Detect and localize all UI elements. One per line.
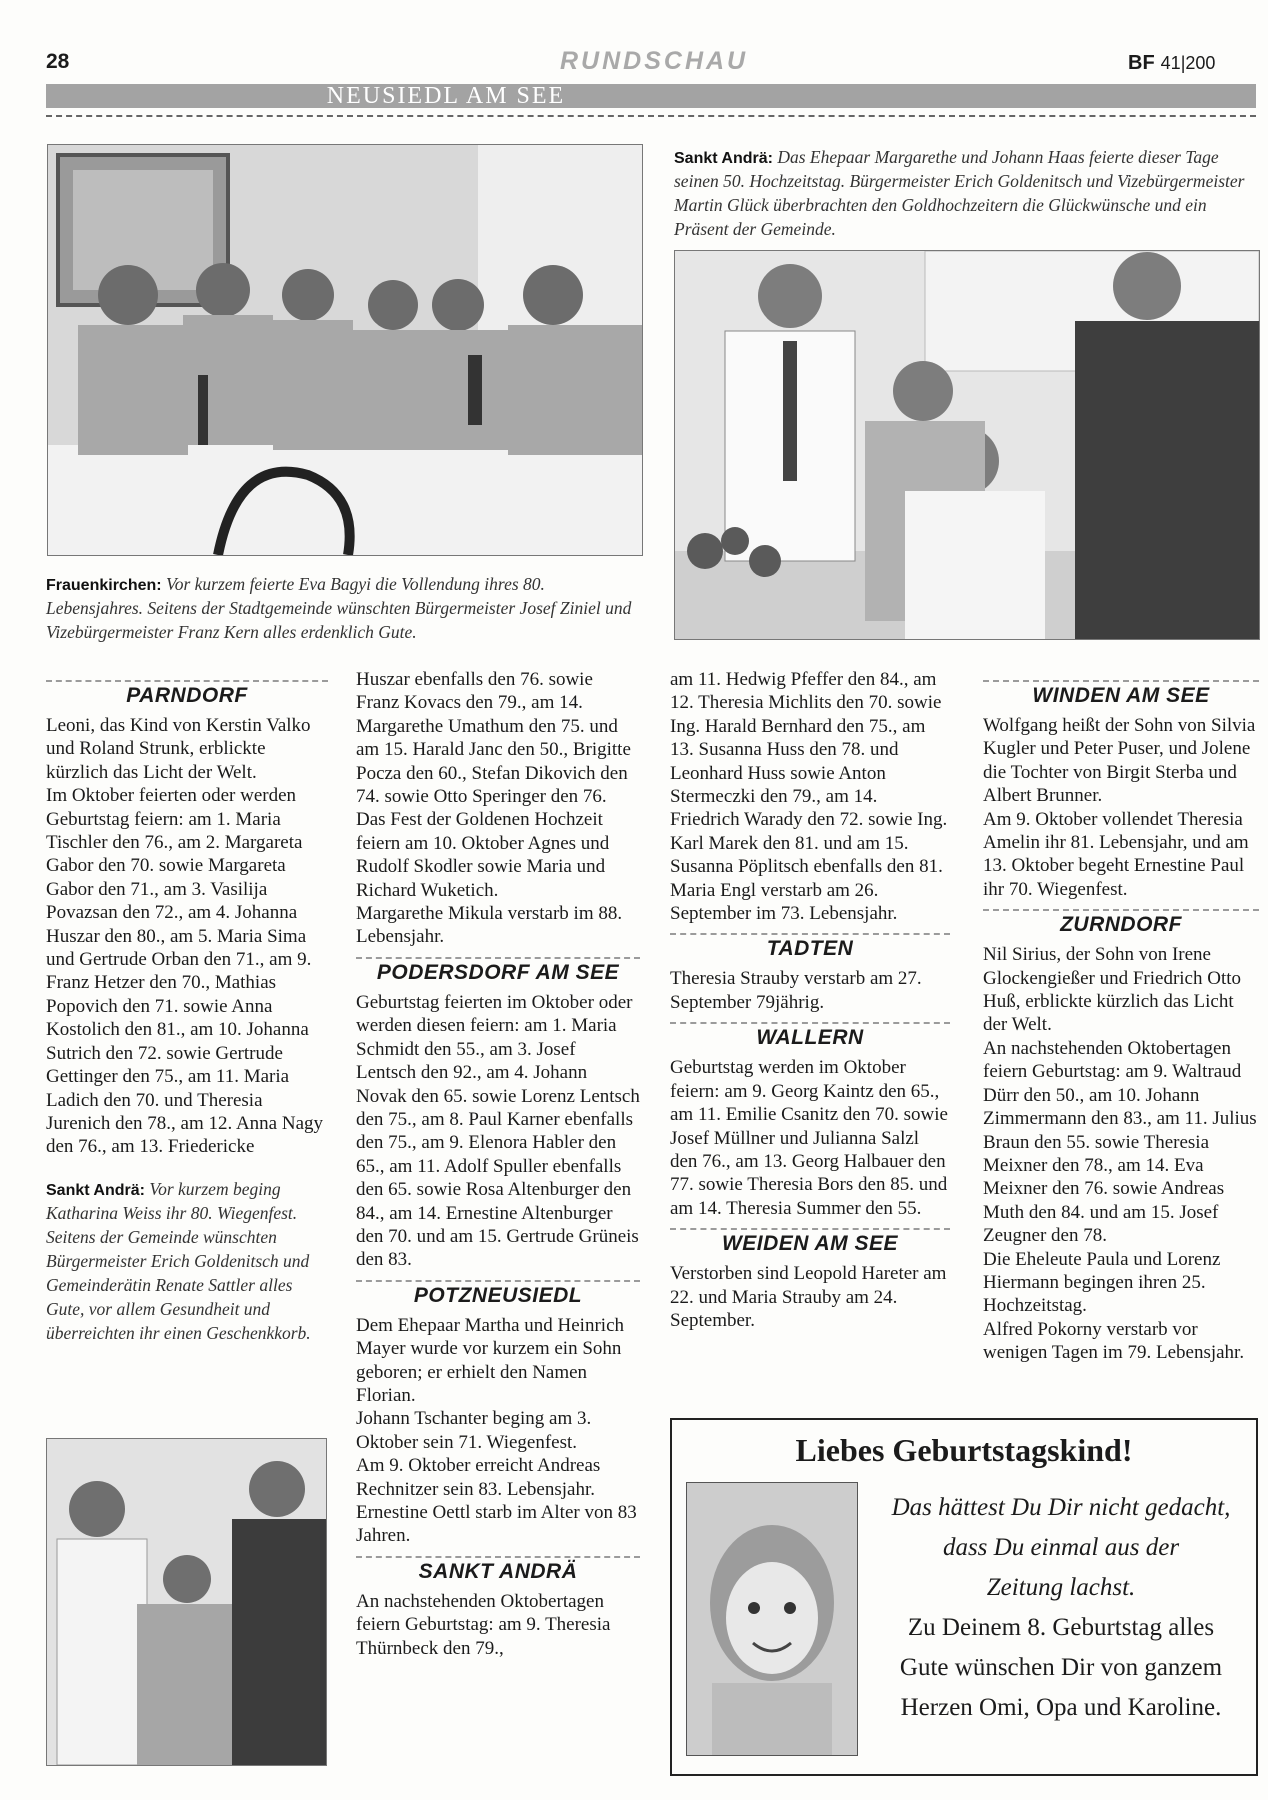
- heading-weiden: WEIDEN AM SEE: [670, 1228, 950, 1256]
- podersdorf-birthdays: Geburtstag feierten im Oktober oder werden diesen feiern: am 1. Maria Schmidt den 55., am 3. Josef Lentsch den 92., am 4. Johann Novak den 65. sowie Lorenz Lentsch den 75., am 8. Paul Karner ebenfalls den 75., am 9. Elenora Habler den 65., am 11. Adolf Spuller ebenfalls den 65. sowie Rosa Altenburger den 84., am 14. Ernestine Altenburger den 70. und am 15. Gertrude Grüneis den 83.: [356, 991, 640, 1271]
- caption-text: Vor kurzem feierte Eva Bagyi die Vollendung ihres 80. Lebensjahres. Seitens der Stadtgemeinde wünschten Bürgermeister Josef Ziniel und Vizebürgermeister Franz Kern alles erdenklich Gute.: [46, 574, 632, 642]
- ad-line-1: Das hättest Du Dir nicht gedacht,: [891, 1494, 1231, 1521]
- ad-line-3: Zeitung lachst.: [986, 1574, 1136, 1601]
- issue-number: 41|200: [1160, 53, 1216, 73]
- parndorf-cont-golden: Das Fest der Goldenen Hochzeit feiern am 10. Oktober Agnes und Rudolf Skodler sowie Maria und Richard Wuketich.: [356, 809, 610, 901]
- potzneusiedl-tschanter: Johann Tschanter beging am 3. Oktober sein 71. Wiegenfest.: [356, 1408, 592, 1453]
- heading-potzneusiedl: POTZNEUSIEDL: [356, 1280, 640, 1308]
- sankt-andrae-birthdays: An nachstehenden Oktobertagen feiern Geburtstag: am 9. Theresia Thürnbeck den 79.,: [356, 1590, 611, 1659]
- parndorf-birthdays: Im Oktober feierten oder werden Geburtstag feiern: am 1. Maria Tischler den 76., am 2. Margareta Gabor den 70. sowie Margareta Gabor den 71., am 3. Vasilija Povazsan den 72., am 4. Johanna Huszar den 80., am 5. Maria Sima und Gertrude Orban den 71., am 9. Franz Hetzer den 70., Mathias Popovich den 71. sowie Anna Kostolich den 81., am 10. Johanna Sutrich den 72. sowie Gertrude Gettinger den 75., am 11. Maria Ladich den 70. und Theresia Jurenich den 78., am 12. Anna Nagy den 76., am 13. Friedericke: [46, 785, 324, 1158]
- column-4: [983, 672, 1259, 1365]
- heading-winden: WINDEN AM SEE: [983, 680, 1259, 708]
- zurndorf-birthdays: An nachstehenden Oktobertagen feiern Geburtstag: am 9. Waltraud Dürr den 50., am 10. Johann Zimmermann den 83., am 11. Julius Braun den 55. sowie Theresia Meixner den 78., am 14. Eva Meixner den 76. sowie Andreas Muth den 84. und am 15. Josef Zeugner den 78.: [983, 1037, 1257, 1247]
- caption-sankt-andrae-bottom: [46, 1177, 328, 1345]
- heading-wallern: WALLERN: [670, 1022, 950, 1050]
- section-title: NEUSIEDL AM SEE: [326, 83, 566, 109]
- heading-tadten: TADTEN: [670, 933, 950, 961]
- header-divider: [46, 115, 1256, 117]
- ad-line-5: Gute wünschen Dir von ganzem: [899, 1654, 1223, 1681]
- photo-frauenkirchen: [47, 144, 643, 556]
- page-number: 28: [46, 50, 70, 73]
- zurndorf-death: Alfred Pokorny verstarb vor wenigen Tagen im 79. Lebensjahr.: [983, 1318, 1245, 1364]
- ad-line-4: Zu Deinem 8. Geburtstag alles: [907, 1614, 1215, 1641]
- caption-text: Das Ehepaar Margarethe und Johann Haas feierte dieser Tage seinen 50. Hochzeitstag. Bürgermeister Erich Goldenitsch und Vizebürgermeister Martin Glück überbrachten den Goldhochzeitern die Glückwünsche und ein Präsent der Gemeinde.: [674, 147, 1245, 239]
- potzneusiedl-birth: Dem Ehepaar Martha und Heinrich Mayer wurde vor kurzem ein Sohn geboren; er erhielt den Namen Florian.: [356, 1314, 625, 1406]
- birthday-ad: [670, 1418, 1258, 1776]
- potzneusiedl-death: Ernestine Oettl starb im Alter von 83 Jahren.: [356, 1502, 637, 1547]
- masthead: RUNDSCHAU: [560, 47, 749, 75]
- photo-sankt-andrae-birthday: [46, 1438, 327, 1766]
- caption-text: Vor kurzem beging Katharina Weiss ihr 80. Wiegenfest. Seitens der Gemeinde wünschten Bürgermeister Erich Goldenitsch und Gemeinderätin Renate Sattler alles Gute, vor allem Gesundheit und überreichten ihr einen Geschenkkorb.: [46, 1178, 311, 1343]
- issue-label: [1128, 52, 1215, 75]
- potzneusiedl-rechnitzer: Am 9. Oktober erreicht Andreas Rechnitzer sein 83. Lebensjahr.: [356, 1455, 601, 1500]
- column-2: [356, 668, 640, 1660]
- column-1: [46, 672, 328, 1345]
- weiden-deaths: Verstorben sind Leopold Hareter am 22. und Maria Strauby am 24. September.: [670, 1263, 947, 1331]
- tadten-death: Theresia Strauby verstarb am 27. September 79jährig.: [670, 968, 922, 1013]
- parndorf-birth: Leoni, das Kind von Kerstin Valko und Roland Strunk, erblickte kürzlich das Licht der Welt.: [46, 715, 311, 783]
- caption-frauenkirchen: [46, 572, 640, 644]
- zurndorf-anniversary: Die Eheleute Paula und Lorenz Hiermann begingen ihren 25. Hochzeitstag.: [983, 1248, 1221, 1317]
- column-3: [670, 668, 950, 1332]
- caption-place: Sankt Andrä:: [674, 150, 773, 167]
- heading-parndorf: PARNDORF: [46, 680, 328, 708]
- ad-message: [872, 1488, 1250, 1728]
- winden-births: Wolfgang heißt der Sohn von Silvia Kugler und Peter Puser, und Jolene die Tochter von Birgit Sterba und Albert Brunner.: [983, 715, 1256, 807]
- ad-child-photo: [686, 1482, 858, 1756]
- sankt-andrae-cont-birthdays: am 11. Hedwig Pfeffer den 84., am 12. Theresia Michlits den 70. sowie Ing. Harald Bernhard den 75., am 13. Susanna Huss den 78. und Leonhard Huss sowie Anton Stermeczki den 79., am 14. Friedrich Warady den 72. sowie Ing. Karl Marek den 81. und am 15. Susanna Pöplitsch ebenfalls den 81.: [670, 669, 948, 878]
- issue-brand: BF: [1128, 52, 1155, 74]
- photo-sankt-andrae-couple: [674, 250, 1260, 640]
- caption-place: Frauenkirchen:: [46, 577, 162, 594]
- heading-zurndorf: ZURNDORF: [983, 909, 1259, 937]
- sankt-andrae-cont-death: Maria Engl verstarb am 26. September im 73. Lebensjahr.: [670, 879, 898, 925]
- ad-title: Liebes Geburtstagskind!: [795, 1432, 1133, 1468]
- caption-place: Sankt Andrä:: [46, 1181, 145, 1199]
- caption-sankt-andrae-top: [674, 145, 1260, 241]
- zurndorf-birth: Nil Sirius, der Sohn von Irene Glockengießer und Friedrich Otto Huß, erblickte kürzlich das Licht der Welt.: [983, 944, 1242, 1036]
- parndorf-cont-birthdays: Huszar ebenfalls den 76. sowie Franz Kovacs den 79., am 14. Margarethe Umathum den 75. und am 15. Harald Janc den 50., Brigitte Pocza den 60., Stefan Dikovich den 74. sowie Otto Speringer den 76.: [356, 669, 631, 808]
- winden-birthdays: Am 9. Oktober vollendet Theresia Amelin ihr 81. Lebensjahr, und am 13. Oktober begeht Ernestine Paul ihr 70. Wiegenfest.: [983, 808, 1249, 900]
- heading-podersdorf: PODERSDORF AM SEE: [356, 957, 640, 985]
- ad-line-6: Herzen Omi, Opa und Karoline.: [900, 1694, 1222, 1721]
- wallern-birthdays: Geburtstag werden im Oktober feiern: am 9. Georg Kaintz den 65., am 11. Emilie Csanitz den 70. sowie Josef Müllner und Julianna Salzl den 76., am 13. Georg Halbauer den 77. sowie Theresia Bors den 85. und am 14. Theresia Summer den 55.: [670, 1057, 948, 1219]
- parndorf-cont-death: Margarethe Mikula verstarb im 88. Lebensjahr.: [356, 903, 623, 948]
- ad-line-2: dass Du einmal aus der: [942, 1534, 1180, 1561]
- heading-sankt-andrae: SANKT ANDRÄ: [356, 1556, 640, 1584]
